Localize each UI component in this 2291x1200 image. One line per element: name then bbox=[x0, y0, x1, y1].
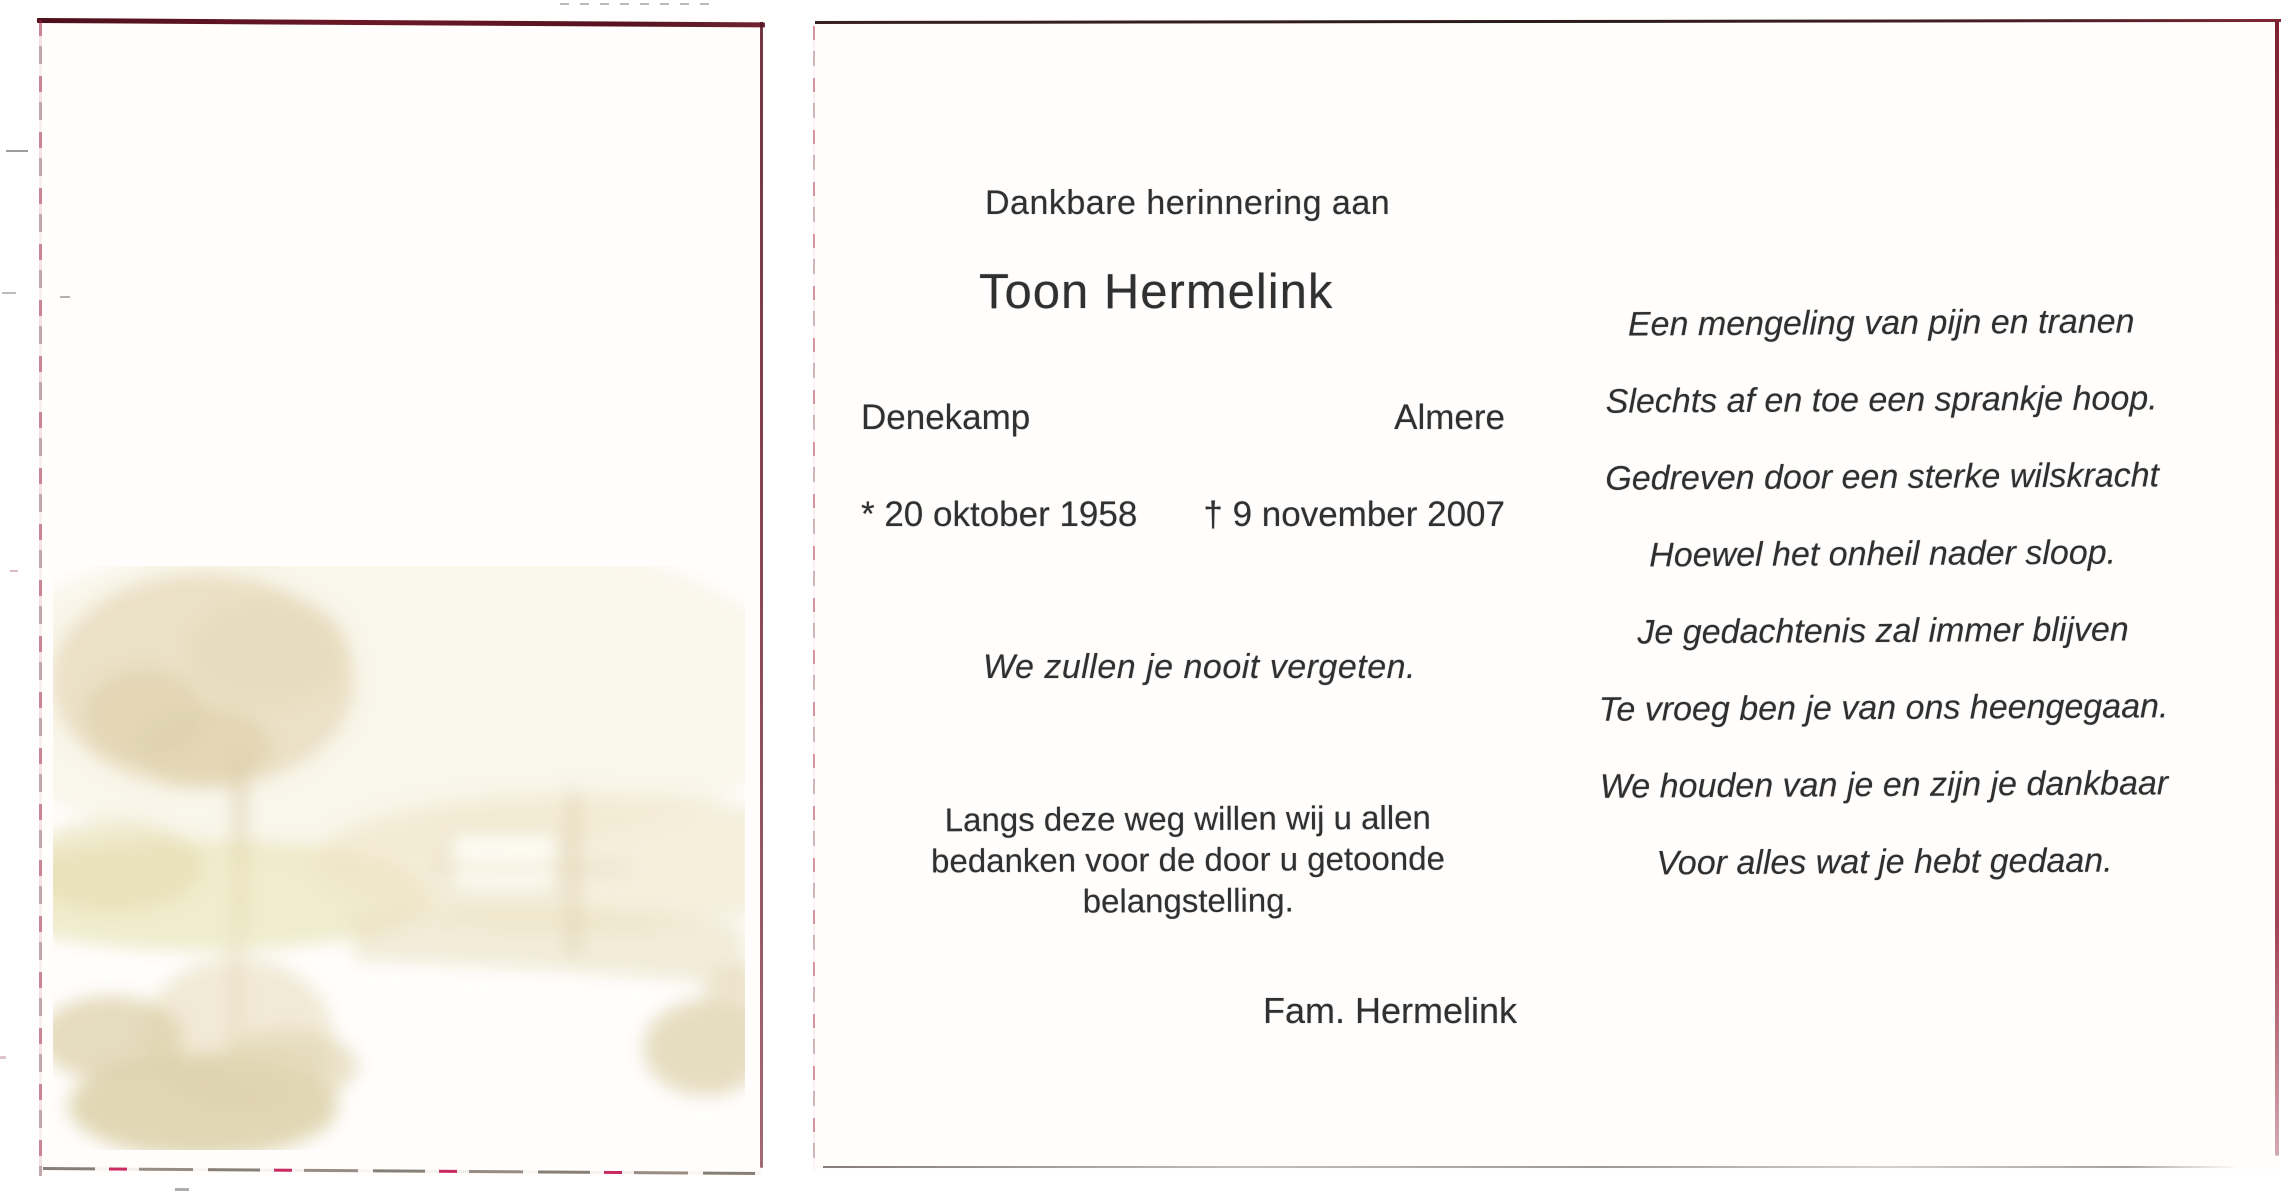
right-page-right-edge bbox=[2275, 22, 2279, 1156]
family-signature: Fam. Hermelink bbox=[1263, 990, 1518, 1031]
right-page-left-edge bbox=[813, 26, 815, 1170]
scan-artifact bbox=[2, 292, 16, 294]
poem-line: Je gedachtenis zal immer blijven bbox=[1637, 610, 2129, 652]
thanks-line: belangstelling. bbox=[1082, 881, 1294, 920]
thanks-line: Langs deze weg willen wij u allen bbox=[944, 798, 1431, 839]
memorial-poem bbox=[1566, 304, 2200, 924]
poem-line: Gedreven door een sterke wilskracht bbox=[1605, 456, 2160, 498]
left-page-left-edge bbox=[39, 20, 42, 1176]
poem-line: Een mengeling van pijn en tranen bbox=[1627, 302, 2135, 344]
birth-date: * 20 oktober 1958 bbox=[861, 495, 1138, 534]
right-page bbox=[813, 18, 2279, 1170]
intro-line: Dankbare herinnering aan bbox=[985, 184, 1391, 222]
epitaph-line: We zullen je nooit vergeten. bbox=[983, 648, 1416, 686]
faded-landscape-image bbox=[53, 566, 745, 1150]
poem-line: Voor alles wat je hebt gedaan. bbox=[1656, 841, 2113, 883]
thanks-paragraph bbox=[908, 797, 1469, 923]
right-page-top-rule bbox=[815, 19, 2281, 24]
left-page-top-rule bbox=[37, 18, 765, 27]
death-place: Almere bbox=[1394, 398, 1505, 437]
scan-artifact bbox=[6, 150, 28, 152]
poem-line: Hoewel het onheil nader sloop. bbox=[1649, 533, 2117, 575]
scan-artifact bbox=[10, 570, 18, 572]
poem-line: Slechts af en toe een sprankje hoop. bbox=[1605, 379, 2158, 421]
poem-line: Te vroeg ben je van ons heengegaan. bbox=[1598, 687, 2169, 729]
left-page-right-edge bbox=[760, 22, 763, 1168]
places-row bbox=[861, 398, 1505, 438]
dates-row bbox=[861, 495, 1505, 535]
deceased-name: Toon Hermelink bbox=[979, 265, 1334, 319]
scan-artifact bbox=[0, 1056, 6, 1059]
birth-place: Denekamp bbox=[861, 398, 1031, 437]
scan-artifact bbox=[175, 1188, 189, 1191]
poem-line: We houden van je en zijn je dankbaar bbox=[1599, 764, 2169, 806]
death-date: † 9 november 2007 bbox=[1203, 495, 1505, 534]
scan-artifact bbox=[560, 3, 710, 5]
right-page-bottom-edge bbox=[823, 1166, 2239, 1168]
left-page bbox=[39, 16, 763, 1176]
left-page-bottom-edge bbox=[43, 1167, 761, 1175]
thanks-line: bedanken voor de door u getoonde bbox=[931, 839, 1445, 880]
